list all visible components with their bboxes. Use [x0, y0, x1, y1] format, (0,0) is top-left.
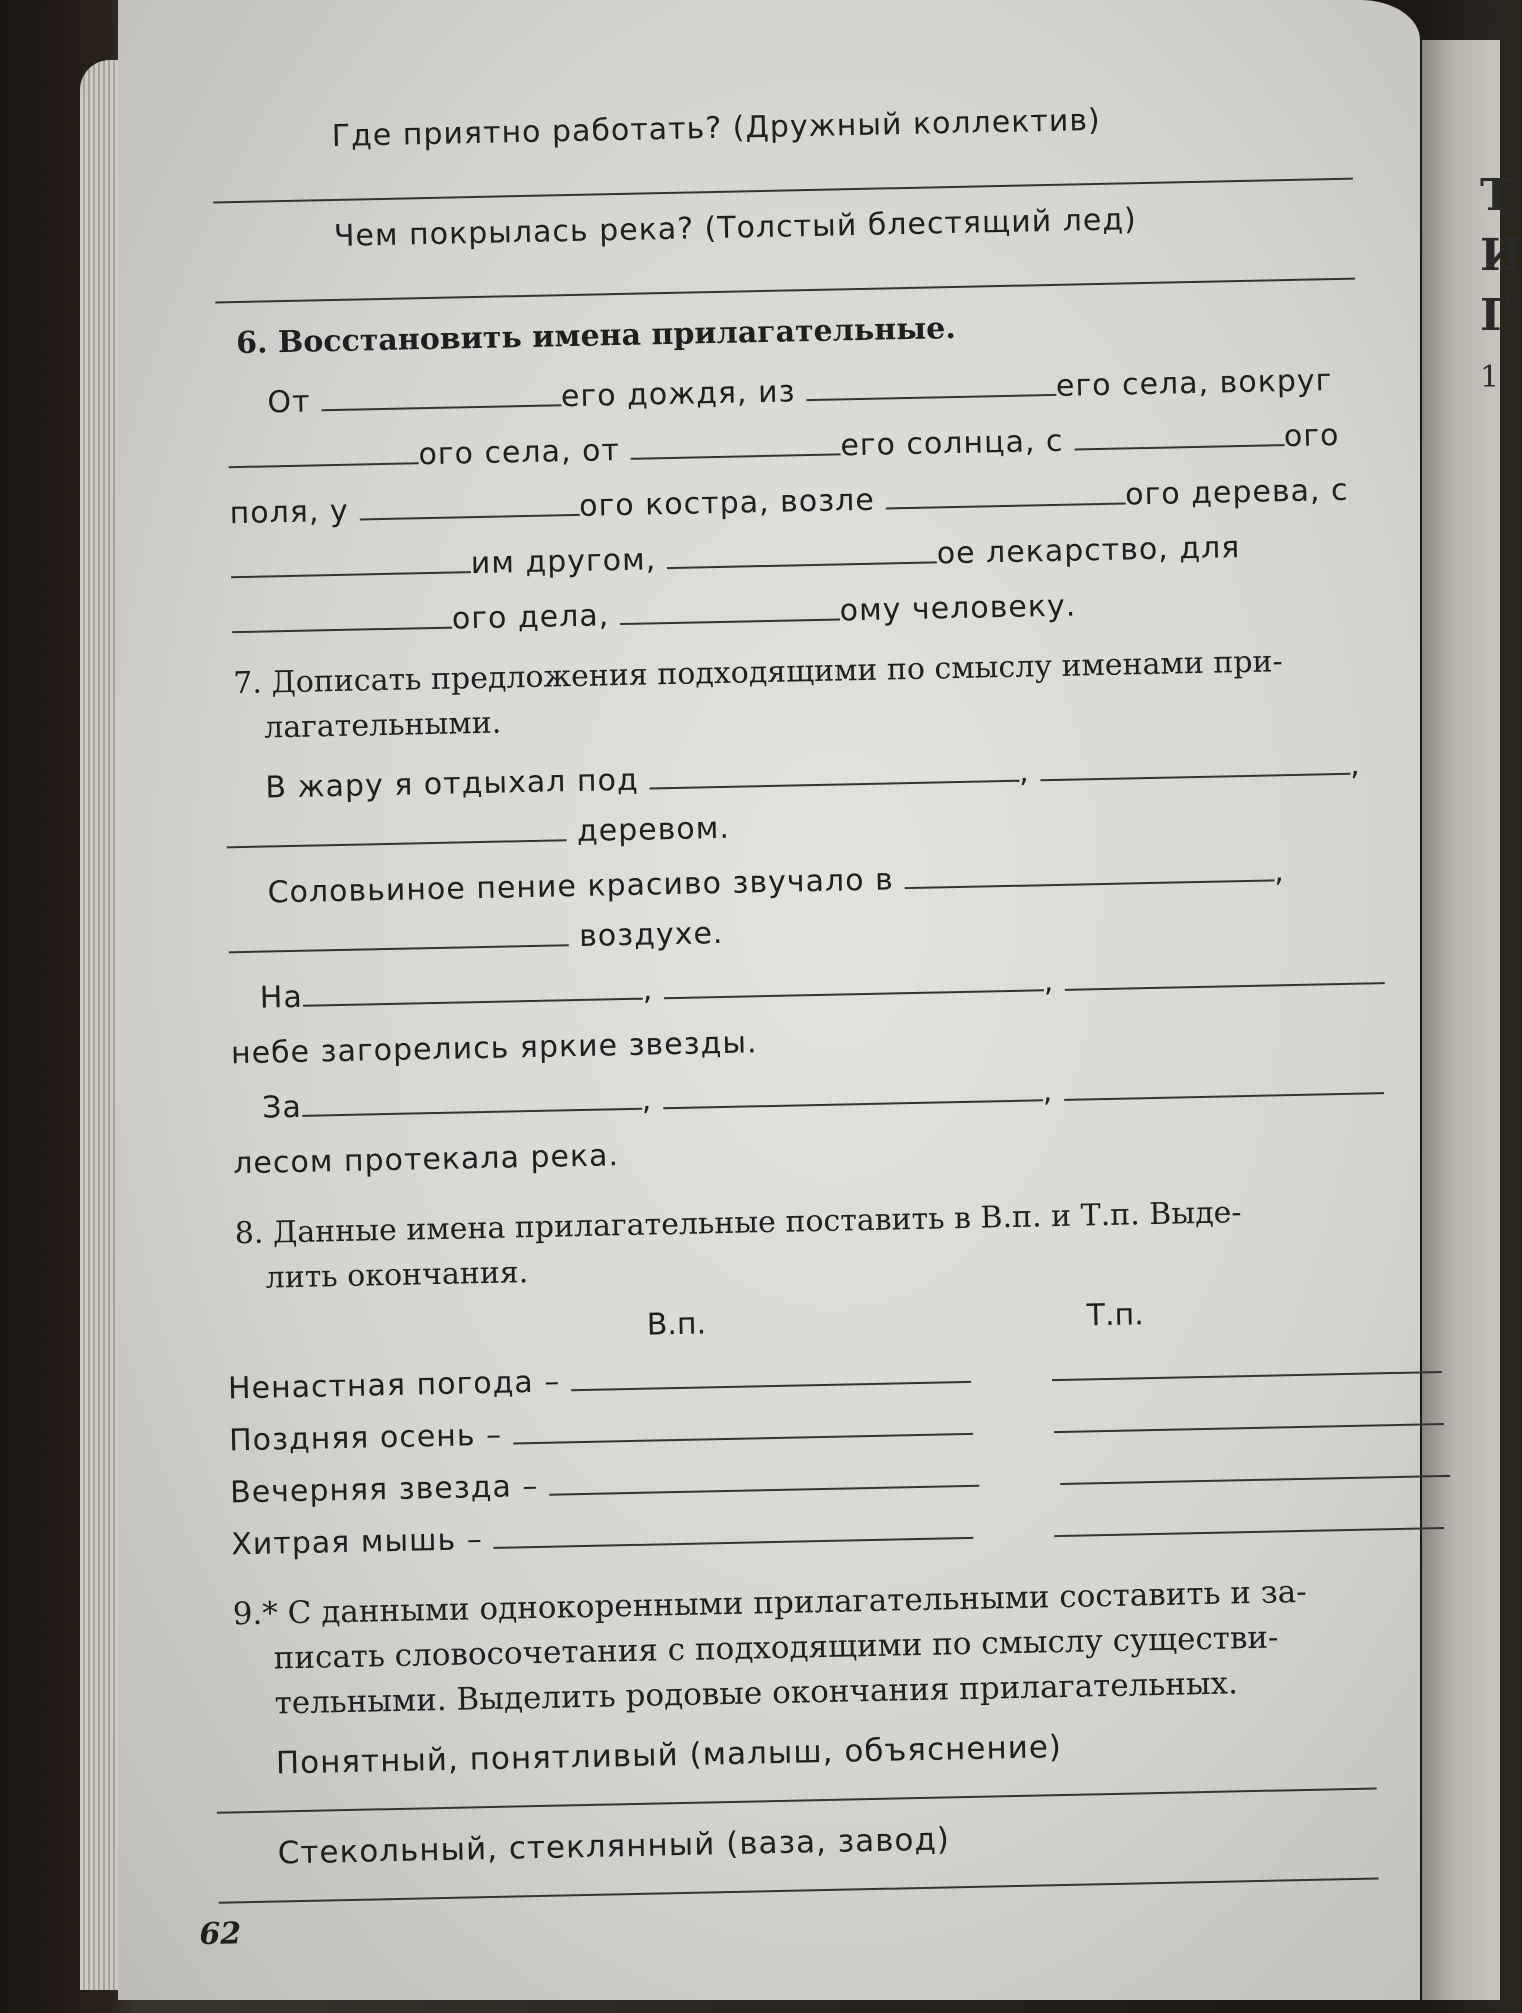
fill-blank[interactable] — [1064, 958, 1384, 991]
fill-blank-tp[interactable] — [1053, 1399, 1443, 1433]
fill-blank-tp[interactable] — [1051, 1347, 1441, 1381]
t8-row-label: Ненастная погода – — [227, 1364, 561, 1407]
t6-text: ое лекарство, для — [936, 530, 1241, 572]
fill-blank[interactable] — [619, 594, 839, 625]
t6-text: поля, у — [229, 493, 350, 532]
fill-blank[interactable] — [1040, 749, 1350, 781]
fill-blank[interactable] — [904, 855, 1274, 889]
t6-text: его солнца, с — [840, 423, 1064, 464]
t6-text: его села, вокруг — [1055, 363, 1333, 404]
task-8-title-line2: лить окончания. — [265, 1255, 529, 1296]
task-6-title: 6. Восстановить имена прилагательные. — [235, 310, 957, 362]
t7-text: На — [259, 979, 304, 1016]
t7-text: воздухе. — [578, 915, 724, 954]
t7-text: В жару я отдыхал под — [265, 762, 640, 806]
answer-line[interactable] — [213, 178, 1353, 204]
t8-row-label: Вечерняя звезда – — [229, 1468, 539, 1511]
fill-blank[interactable] — [666, 537, 936, 569]
t8-row — [231, 1502, 1445, 1562]
fill-blank[interactable] — [630, 429, 840, 459]
t6-text: его дождя, из — [560, 374, 796, 415]
t7-text: За — [261, 1089, 303, 1126]
t8-row — [228, 1346, 1442, 1406]
facing-glyph-1: Т — [1480, 170, 1513, 221]
column-header-tp: Т.п. — [1086, 1297, 1145, 1334]
t7-text: небе загорелись яркие звезды. — [230, 1025, 758, 1072]
facing-glyph-4: 1 — [1480, 360, 1500, 395]
fill-blank[interactable] — [1063, 1068, 1383, 1101]
t8-row-label: Поздняя осень – — [228, 1417, 503, 1459]
task-8-title-line1: 8. Данные имена прилагательные поставить в В.п. и Т.п. Выде- — [234, 1195, 1242, 1252]
t6-text: ого дела, — [451, 598, 610, 637]
answer-line[interactable] — [219, 1877, 1379, 1903]
t6-text: ого — [1283, 417, 1340, 455]
fill-blank[interactable] — [301, 1084, 641, 1117]
t8-row — [229, 1398, 1444, 1458]
fill-blank-vp[interactable] — [570, 1357, 970, 1391]
fill-blank[interactable] — [232, 603, 452, 634]
column-header-vp: В.п. — [646, 1306, 707, 1343]
t6-text: ому человеку. — [839, 588, 1077, 629]
task-9-title-line1: 9.* С данными однокоренными прилагательными составить и за- — [232, 1573, 1308, 1633]
fill-blank[interactable] — [1074, 420, 1284, 450]
t6-text: ого дерева, с — [1124, 472, 1349, 513]
question-work: Где приятно работать? (Дружный коллектив) — [331, 102, 1102, 154]
fill-blank[interactable] — [302, 974, 642, 1007]
t8-row — [230, 1450, 1450, 1511]
fill-blank-tp[interactable] — [1054, 1503, 1444, 1537]
fill-blank-vp[interactable] — [512, 1409, 972, 1445]
fill-blank[interactable] — [649, 756, 1019, 790]
facing-glyph-3: Г — [1480, 290, 1511, 341]
t8-row-label: Хитрая мышь – — [230, 1522, 484, 1563]
fill-blank[interactable] — [359, 490, 579, 521]
t6-text: ого села, от — [418, 433, 621, 473]
fill-blank[interactable] — [231, 547, 471, 578]
answer-line[interactable] — [215, 278, 1355, 304]
fill-blank[interactable] — [662, 1075, 1042, 1109]
fill-blank[interactable] — [663, 965, 1043, 999]
task-9-pair-1: Понятный, понятливый (малыш, объяснение) — [275, 1729, 1063, 1782]
fill-blank-vp[interactable] — [549, 1461, 979, 1496]
fill-blank-vp[interactable] — [493, 1513, 973, 1549]
t7-text: Соловьиное пение красиво звучало в — [267, 862, 895, 911]
t6-text: ого костра, возле — [578, 482, 876, 524]
fill-blank[interactable] — [321, 380, 561, 411]
fill-blank[interactable] — [806, 370, 1056, 401]
t7-text: лесом протекала река. — [232, 1138, 620, 1182]
task-7-title-line1: 7. Дописать предложения подходящими по смыслу именами при- — [232, 644, 1283, 702]
task-7-title-line2: лагательными. — [263, 705, 502, 746]
task-9-title-line2: писать словосочетания с подходящими по смыслу существи- — [273, 1619, 1279, 1677]
question-river: Чем покрылась река? (Толстый блестящий лед) — [333, 202, 1138, 254]
t7-text: деревом. — [576, 810, 731, 850]
fill-blank[interactable] — [226, 815, 566, 848]
fill-blank-tp[interactable] — [1060, 1451, 1450, 1485]
page-content: Где приятно работать? (Дружный коллектив) Чем покрылась река? (Толстый блестящий лед) 6. Восстановить имена прилагательные. От его дождя, из его села, вокруг ого села, от его солнца, с ого поля, у ого костра, возле ого дерева, с им другом, ое лекарство, для ого дела, ому человеку. 7. Дописать предложения подходящими по смыслу именами при- лагательными. В жару я отдыхал под , , деревом. Соловьиное пение красиво звучало в , воздухе. На , , небе загорелись яркие звезды. За , , лесом протекала река. 8. Данные имена прилагательные поставить в В.п. и Т.п. Выде- лить окончания. В.п. Т.п. Ненастная погода – Поздняя осень – Вечерняя звезда – Хитрая мышь – 9.* С данными однокоренными прилагательными составить и за- писать словосочетания с подходящими по смыслу существи- тельными. Выделить родовые окончания прилагательных. Понятный, понятливый (малыш, объяснение) Стекольный, стеклянный (ваза, завод) 62 — [99, 0, 1441, 2013]
fill-blank[interactable] — [885, 478, 1125, 509]
facing-glyph-2: И — [1480, 230, 1522, 281]
task-9-title-line3: тельными. Выделить родовые окончания прилагательных. — [274, 1665, 1239, 1722]
answer-line[interactable] — [217, 1787, 1377, 1813]
task-9-pair-2: Стекольный, стеклянный (ваза, завод) — [277, 1821, 951, 1872]
t6-text: им другом, — [470, 542, 657, 582]
t6-text: От — [267, 384, 311, 421]
fill-blank[interactable] — [228, 438, 419, 468]
page-number: 62 — [199, 1916, 242, 1953]
fill-blank[interactable] — [228, 920, 568, 953]
